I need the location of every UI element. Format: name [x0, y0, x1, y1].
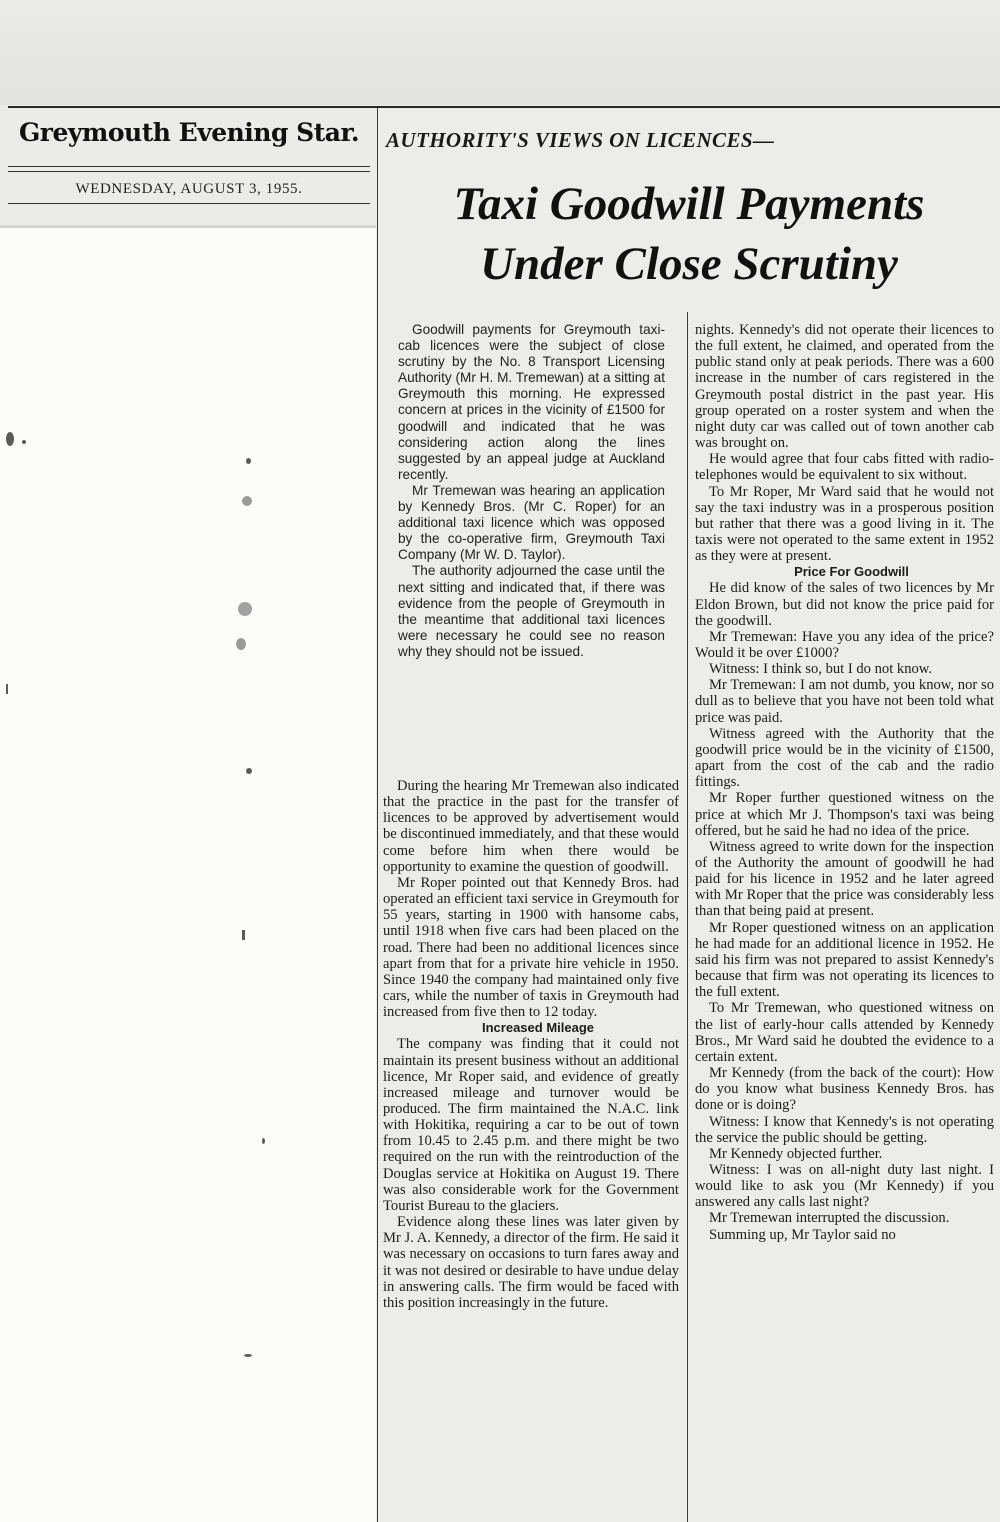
body-paragraph: Mr Kennedy objected further. [709, 1145, 883, 1162]
lead-column [398, 322, 665, 660]
body-paragraph: Summing up, Mr Taylor said no [709, 1226, 896, 1243]
headline-line-2: Under Close Scrutiny [480, 238, 898, 290]
dateline-rule [8, 203, 370, 204]
masthead-rule-bottom [8, 171, 370, 172]
body-column-left [383, 778, 679, 1311]
masthead-rule-top [8, 166, 370, 167]
body-paragraph: Mr Roper further questioned witness on the price at which Mr J. Thompson's taxi was being offered, but he said he had no idea of the price. [695, 790, 994, 839]
newspaper-masthead: Greymouth Evening Star. [18, 118, 360, 147]
body-paragraph: To Mr Roper, Mr Ward said that he would not say the taxi industry was in a prosperous position but rather that there was a good living in it. The taxis were not operated to the same extent in 1952 as they were at present. [695, 483, 994, 565]
speck [6, 432, 14, 446]
body-paragraph: Witness: I was on all-night duty last night. I would like to ask you (Mr Kennedy) if you answered any calls last night? [695, 1161, 994, 1211]
body-paragraph: He would agree that four cabs fitted with radio-telephones would be equivalent to six without. [695, 451, 994, 484]
body-paragraph: Mr Tremewan: Have you any idea of the price? Would it be over £1000? [695, 628, 994, 661]
speck [22, 440, 26, 444]
body-paragraph: Evidence along these lines was later given by Mr J. A. Kennedy, a director of the firm. He said it was necessary on occasions to turn fares away and it was not desired or desirable to have undue delay in answering calls. The firm would be faced with this position increasingly in the future. [383, 1214, 679, 1311]
article-headline [386, 174, 992, 294]
body-paragraph: Mr Tremewan: I am not dumb, you know, nor so dull as to believe that you have not been told what price was paid. [695, 677, 994, 726]
body-paragraph: Witness: I think so, but I do not know. [709, 661, 933, 678]
body-paragraph: Mr Kennedy (from the back of the court): How do you know what business Kennedy Bros. has done or is doing? [695, 1065, 994, 1114]
body-paragraph: Mr Tremewan interrupted the discussion. [709, 1210, 950, 1227]
subheading-increased-mileage: Increased Mileage [482, 1020, 594, 1036]
speck [242, 930, 245, 940]
top-rule [8, 106, 1000, 108]
blank-paper-strip [0, 228, 376, 1522]
speck [244, 1354, 252, 1357]
speck [242, 496, 252, 506]
body-paragraph: To Mr Tremewan, who questioned witness on the list of early-hour calls attended by Kennedy Bros., Mr Ward said he doubted the evidence to a certain extent. [695, 1000, 994, 1065]
body-paragraph: nights. Kennedy's did not operate their licences to the full extent, he claimed, and operated from the public stand only at peak periods. There was a 600 increase in the number of cars registered in the Greymouth postal district in the past year. His group operated on a roster system and when the night duty car was called out of town another cab was brought on. [695, 322, 994, 452]
body-paragraph: Witness agreed with the Authority that the goodwill price would be in the vicinity of £1500, apart from the cost of the cab and the radio fittings. [695, 725, 994, 791]
subheading-price-for-goodwill: Price For Goodwill [794, 564, 909, 580]
column-rule-middle [687, 312, 688, 1522]
lead-paragraph: Goodwill payments for Greymouth taxi-cab licences were the subject of close scrutiny by the No. 8 Transport Licensing Authority (Mr H. M. Tremewan) at a sitting at Greymouth this morning. He expressed concern at prices in the vicinity of £1500 for goodwill and indicated that he was considering action along the lines suggested by an appeal judge at Auckland recently. [398, 322, 665, 482]
speck [246, 458, 251, 464]
column-rule-left [377, 108, 378, 1522]
body-paragraph: During the hearing Mr Tremewan also indicated that the practice in the past for the transfer of licences to be approved by advertisement would be discontinued immediately, and that these would come before him when there would be opportunity to examine the question of goodwill. [383, 778, 679, 875]
body-paragraph: Witness agreed to write down for the inspection of the Authority the amount of goodwill he had paid for his licence in 1952 and he later agreed with Mr Roper that the price was considerably less than that being paid at present. [695, 838, 994, 920]
headline-line-1: Taxi Goodwill Payments [453, 178, 925, 230]
speck [236, 638, 246, 650]
speck [238, 602, 252, 616]
body-paragraph: Mr Roper questioned witness on an application he had made for an additional licence in 1952. He said his firm was not prepared to assist Kennedy's because that firm was not operating its licences to the full extent. [695, 919, 994, 1001]
body-column-right [695, 322, 994, 1243]
body-paragraph: The company was finding that it could not maintain its present business without an additional licence, Mr Roper said, and evidence of greatly increased mileage and turnover would be produced. The firm maintained the N.A.C. link with Hokitika, requiring a car to be out of town from 10.45 to 2.45 p.m. and there might be two required on the run with the reintroduction of the Douglas service at Hokitika on August 19. There was also considerable work for the Government Tourist Bureau to the glaciers. [383, 1036, 679, 1214]
article-kicker: AUTHORITY'S VIEWS ON LICENCES— [386, 128, 775, 152]
speck [246, 768, 252, 774]
body-paragraph: Witness: I know that Kennedy's is not operating the service the public should be getting. [695, 1113, 994, 1146]
lead-paragraph: The authority adjourned the case until the next sitting and indicated that, if there was evidence from the people of Greymouth in the meantime that additional taxi licences were necessary he could see no reason why they should not be issued. [398, 563, 665, 659]
body-paragraph: Mr Roper pointed out that Kennedy Bros. had operated an efficient taxi service in Greymouth for 55 years, starting in 1900 with hansome cabs, until 1918 when five cars had been placed on the road. There had been no additional licences since apart from that for a private hire vehicle in 1950. Since 1940 the company had maintained only five cars, while the number of taxis in Greymouth had increased from five then to 12 today. [383, 874, 679, 1021]
scanner-background [0, 0, 1000, 105]
body-paragraph: He did know of the sales of two licences by Mr Eldon Brown, but did not know the price paid for the goodwill. [695, 580, 994, 629]
lead-paragraph: Mr Tremewan was hearing an application by Kennedy Bros. (Mr C. Roper) for an additional taxi licence which was opposed by the co-operative firm, Greymouth Taxi Company (Mr W. D. Taylor). [398, 482, 665, 563]
speck [262, 1138, 265, 1144]
speck [6, 684, 8, 694]
dateline: WEDNESDAY, AUGUST 3, 1955. [75, 181, 303, 197]
